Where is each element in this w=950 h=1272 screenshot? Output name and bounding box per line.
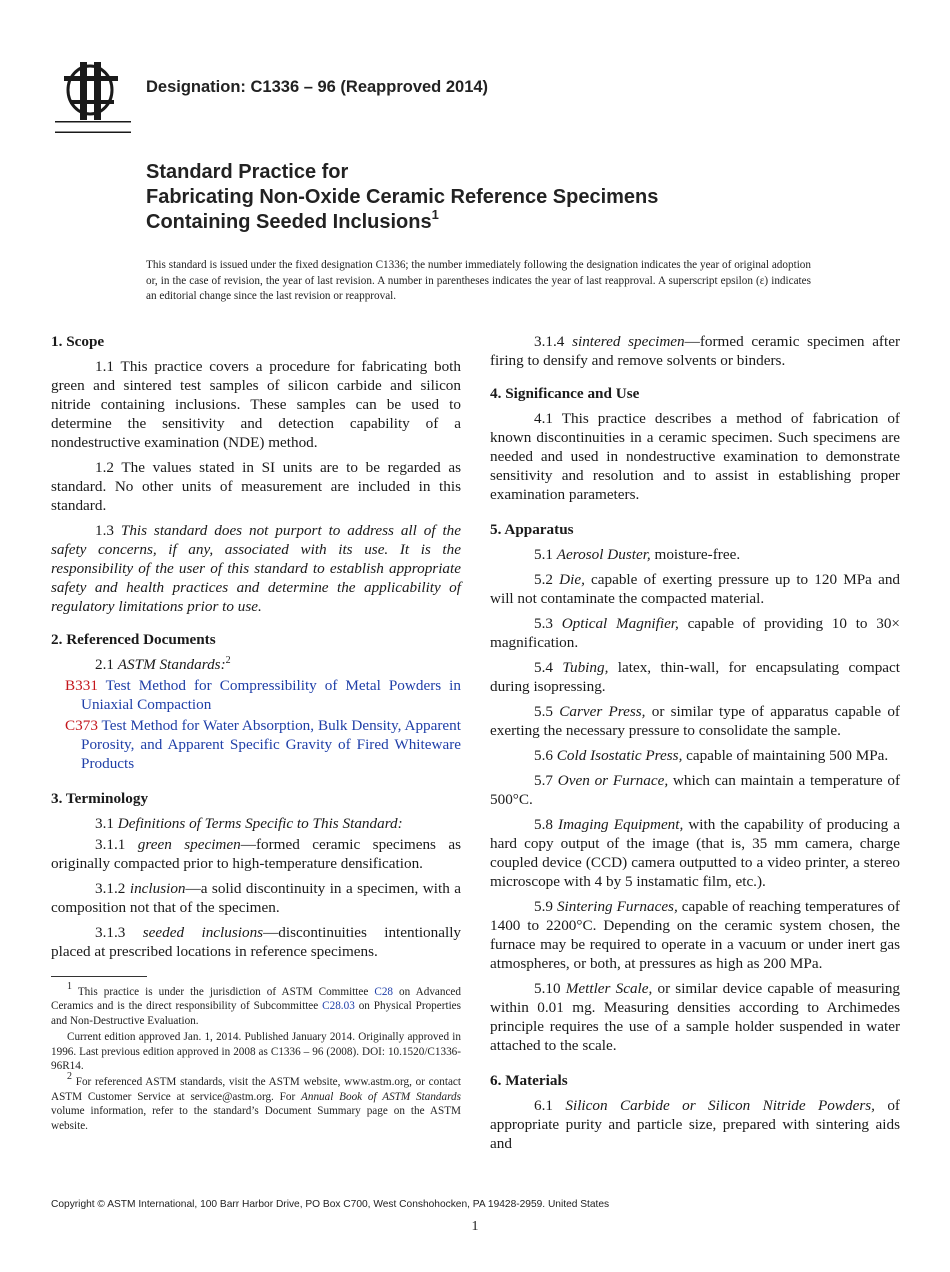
page-number: 1 <box>471 1219 479 1234</box>
para-3-1: 3.1 Definitions of Terms Specific to This Standard: <box>95 815 403 832</box>
footnote-2: $^2$ For referenced ASTM standards, visit the ASTM website, www.astm.org, or contact ASTM Customer Service at service@astm.org. For Annual Book of ASTM Standards volume information, refer to the standard’s Document Summary page on the ASTM website. <box>51 1071 461 1132</box>
left-column <box>51 332 461 967</box>
para-4-1: 4.1 This practice describes a method of fabrication of known discontinuities in a ceramic specimen. Such specimens are needed and used in nondestructive examination to demonstrate sensitivity and resolution and to assist in establishing proper examination parameters. <box>490 410 900 503</box>
para-1-2: 1.2 The values stated in SI units are to be regarded as standard. No other units of measurement are included in this standard. <box>51 459 461 514</box>
section-heading-significance: 4. Significance and Use <box>490 385 640 402</box>
document-title <box>146 160 886 235</box>
footnote-rule <box>51 976 147 977</box>
title-line-1: Standard Practice for <box>146 161 349 183</box>
footnotes <box>51 976 461 1135</box>
footnote-1-edition: Current edition approved Jan. 1, 2014. Published January 2014. Originally approved in 1996. Last previous edition approved in 2008 as C1336 – 96 (2008). DOI: 10.1520/C1336-96R14. <box>51 1031 461 1073</box>
section-heading-referenced-documents: 2. Referenced Documents <box>51 631 216 648</box>
apparatus-item: 5.6 Cold Isostatic Press, capable of maintaining 500 MPa. <box>534 747 889 764</box>
ref-item[interactable]: C373 Test Method for Water Absorption, Bulk Density, Apparent Porosity, and Apparent Specific Gravity of Fired Whiteware Products <box>65 717 461 772</box>
title-footnote-mark: 1 <box>431 207 439 222</box>
para-2-1: 2.1 ASTM Standards:$^2$ <box>95 655 231 673</box>
apparatus-item: 5.9 Sintering Furnaces, capable of reaching temperatures of 1400 to 2200°C. Depending on the ceramic system chosen, the furnace may be required to operate in a vacuum or under inert gas atmospheres, or both, at pressures as high as 200 MPa. <box>490 898 900 972</box>
definition-item: 3.1.1 green specimen—formed ceramic specimens as originally compacted prior to high-temperature densification. <box>51 836 462 872</box>
footnote-1: $^1$ This practice is under the jurisdiction of ASTM Committee C28 on Advanced Ceramics and is the direct responsibility of Subcommittee C28.03 on Physical Properties and Non-Destructive Evaluation. <box>51 981 461 1027</box>
section-heading-apparatus: 5. Apparatus <box>490 521 574 538</box>
apparatus-item: 5.3 Optical Magnifier, capable of providing 10 to 30× magnification. <box>490 615 900 651</box>
para-1-1: 1.1 This practice covers a procedure for fabricating both green and sintered test samples of silicon carbide and silicon nitride containing inclusions. These samples can be used to determine the sensitivity and detection capability of a nondestructive examination (NDE) method. <box>51 358 461 451</box>
committee-link[interactable]: C28 <box>374 986 394 998</box>
ref-item[interactable]: B331 Test Method for Compressibility of Metal Powders in Uniaxial Compaction <box>65 677 461 713</box>
apparatus-item: 5.8 Imaging Equipment, with the capability of producing a hard copy output of the image (that is, 35 mm camera, charge coupled device (CCD) camera outputted to a video printer, a stereo microscope with 4 by 5 instamatic film, etc.). <box>490 816 900 890</box>
para-6-1: 6.1 Silicon Carbide or Silicon Nitride Powders, of appropriate purity and particle size, prepared with sintering aids and <box>490 1097 900 1152</box>
definition-item: 3.1.2 inclusion—a solid discontinuity in a specimen, with a composition not that of the specimen. <box>51 880 461 916</box>
copyright-notice: Copyright © ASTM International, 100 Barr Harbor Drive, PO Box C700, West Conshohocken, PA 19428-2959. United States <box>51 1199 610 1210</box>
apparatus-item: 5.4 Tubing, latex, thin-wall, for encapsulating compact during isopressing. <box>490 659 900 695</box>
subcommittee-link[interactable]: C28.03 <box>322 1000 355 1013</box>
issued-note: This standard is issued under the fixed designation C1336; the number immediately following the designation indicates the year of original adoption or, in the case of revision, the year of last revision. A number in parentheses indicates the year of last reapproval. A superscript epsilon (ε) indicates an editorial change since the last revision or reapproval. <box>146 259 811 302</box>
astm-logo <box>52 56 134 134</box>
section-heading-terminology: 3. Terminology <box>51 790 149 807</box>
para-1-3: 1.3 This standard does not purport to address all of the safety concerns, if any, associated with its use. It is the responsibility of the user of this standard to establish appropriate safety and health practices and determine the applicability of regulatory limitations prior to use. <box>51 522 461 615</box>
definition-item: 3.1.4 sintered specimen—formed ceramic specimen after firing to densify and remove solvents or binders. <box>490 333 901 369</box>
designation: Designation: C1336 – 96 (Reapproved 2014) <box>146 78 489 96</box>
right-column <box>490 332 900 1159</box>
apparatus-item: 5.7 Oven or Furnace, which can maintain a temperature of 500°C. <box>490 772 900 808</box>
apparatus-item: 5.5 Carver Press, or similar type of apparatus capable of exerting the necessary pressure to consolidate the sample. <box>490 703 900 739</box>
apparatus-item: 5.10 Mettler Scale, or similar device capable of measuring within 0.01 mg. Measuring densities according to Archimedes principle requires the use of a sample holder suspended in water attached to the scale. <box>490 980 901 1054</box>
title-line-3: Containing Seeded Inclusions$^1$ <box>146 207 439 233</box>
section-heading-materials: 6. Materials <box>490 1072 568 1089</box>
apparatus-item: 5.1 Aerosol Duster, moisture-free. <box>534 546 741 563</box>
definition-item: 3.1.3 seeded inclusions—discontinuities intentionally placed at prescribed locations in reference specimens. <box>51 924 462 960</box>
title-line-2: Fabricating Non-Oxide Ceramic Reference Specimens <box>146 186 659 208</box>
section-heading-scope: 1. Scope <box>51 333 105 350</box>
apparatus-item: 5.2 Die, capable of exerting pressure up to 120 MPa and will not contaminate the compacted material. <box>490 571 901 607</box>
